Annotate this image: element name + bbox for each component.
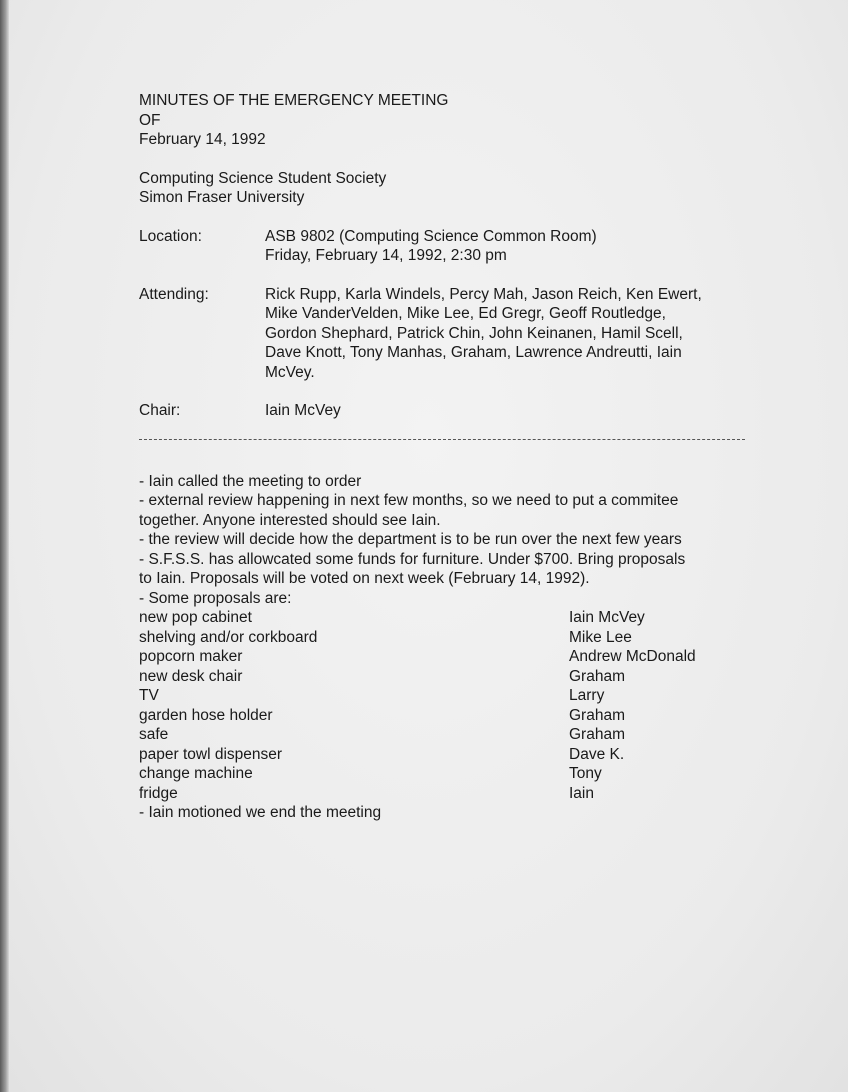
title-line-1: MINUTES OF THE EMERGENCY MEETING xyxy=(139,92,449,109)
proposal-row xyxy=(139,784,749,804)
scan-edge xyxy=(0,0,9,1092)
proposal-owner: Andrew McDonald xyxy=(569,648,696,665)
minutes-line: - Iain called the meeting to order xyxy=(139,472,362,490)
proposal-row xyxy=(139,667,749,687)
proposal-row xyxy=(139,647,749,667)
minutes-line: to Iain. Proposals will be voted on next week (February 14, 1992). xyxy=(139,570,590,587)
location-room: ASB 9802 (Computing Science Common Room) xyxy=(265,227,597,245)
location-value xyxy=(265,227,759,266)
section-divider xyxy=(139,439,745,440)
proposal-item: paper towl dispenser xyxy=(139,745,283,763)
proposal-item: safe xyxy=(139,726,169,743)
attendee-line: McVey. xyxy=(265,363,315,381)
document-header xyxy=(139,91,759,150)
location-field xyxy=(139,227,759,266)
proposal-item: TV xyxy=(139,687,159,704)
proposal-item: fridge xyxy=(139,784,178,802)
closing-line: - Iain motioned we end the meeting xyxy=(139,804,382,821)
location-label: Location: xyxy=(139,227,202,245)
location-datetime: Friday, February 14, 1992, 2:30 pm xyxy=(265,247,507,264)
meeting-date: February 14, 1992 xyxy=(139,131,266,148)
proposal-owner: Dave K. xyxy=(569,745,625,763)
document-page xyxy=(9,0,848,1092)
organization-name: Computing Science Student Society xyxy=(139,169,387,187)
proposal-row xyxy=(139,745,749,765)
title-line-2: OF xyxy=(139,111,161,129)
proposal-item: new desk chair xyxy=(139,667,243,685)
proposal-item: change machine xyxy=(139,765,253,782)
organization-block xyxy=(139,169,759,208)
attendee-line: Dave Knott, Tony Manhas, Graham, Lawrence Andreutti, Iain xyxy=(265,344,682,361)
proposal-row xyxy=(139,608,749,628)
proposal-item: popcorn maker xyxy=(139,648,243,665)
chair-label: Chair: xyxy=(139,402,181,419)
minutes-line: together. Anyone interested should see Iain. xyxy=(139,511,441,529)
proposal-owner: Graham xyxy=(569,706,625,724)
minutes-content xyxy=(139,91,759,823)
proposals-list xyxy=(139,608,749,803)
chair-field xyxy=(139,401,759,421)
proposal-owner: Graham xyxy=(569,667,625,685)
proposal-row xyxy=(139,706,749,726)
attendee-line: Mike VanderVelden, Mike Lee, Ed Gregr, Geoff Routledge, xyxy=(265,305,666,322)
minutes-line: - external review happening in next few months, so we need to put a commitee xyxy=(139,492,679,509)
minutes-line: - the review will decide how the department is to be run over the next few years xyxy=(139,531,682,548)
minutes-line: - Some proposals are: xyxy=(139,589,292,607)
chair-value: Iain McVey xyxy=(265,402,341,419)
proposal-item: new pop cabinet xyxy=(139,609,252,626)
proposal-row xyxy=(139,628,749,648)
proposal-item: garden hose holder xyxy=(139,706,273,724)
minutes-line: - S.F.S.S. has allowcated some funds for furniture. Under $700. Bring proposals xyxy=(139,550,686,568)
proposal-owner: Iain xyxy=(569,784,594,802)
proposal-row xyxy=(139,725,749,745)
proposal-owner: Graham xyxy=(569,726,625,743)
proposal-row xyxy=(139,686,749,706)
proposal-owner: Tony xyxy=(569,765,602,782)
attendee-line: Gordon Shephard, Patrick Chin, John Keinanen, Hamil Scell, xyxy=(265,324,683,342)
proposal-row xyxy=(139,764,749,784)
attendee-line: Rick Rupp, Karla Windels, Percy Mah, Jason Reich, Ken Ewert, xyxy=(265,285,702,303)
proposal-owner: Iain McVey xyxy=(569,609,645,626)
attending-label: Attending: xyxy=(139,285,209,303)
proposal-item: shelving and/or corkboard xyxy=(139,628,318,646)
attending-field xyxy=(139,285,759,383)
proposal-owner: Mike Lee xyxy=(569,628,632,646)
proposal-owner: Larry xyxy=(569,687,605,704)
attending-value xyxy=(265,285,759,383)
minutes-body xyxy=(139,472,749,823)
university-name: Simon Fraser University xyxy=(139,189,305,206)
